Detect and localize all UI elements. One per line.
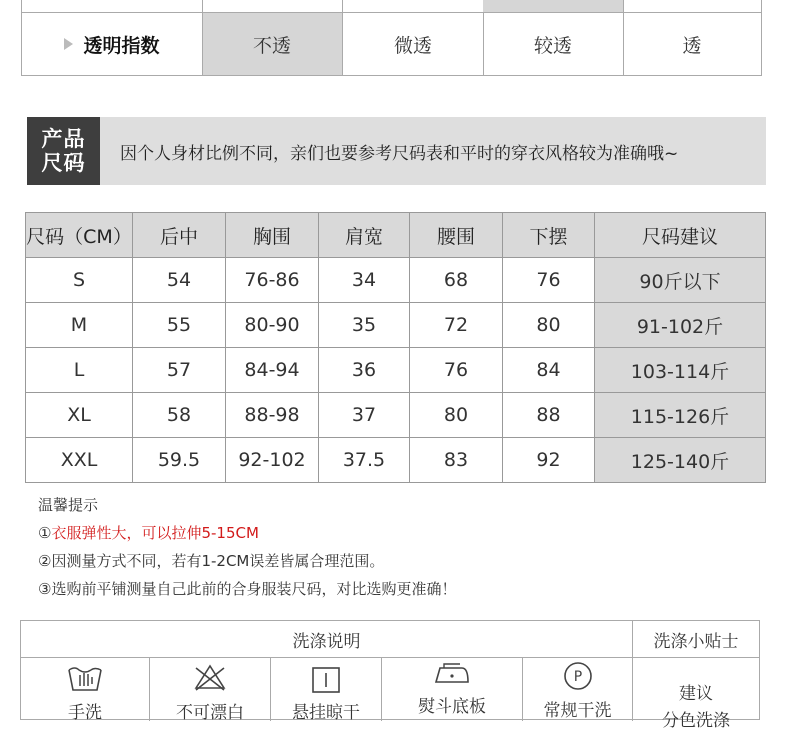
banner-tag bbox=[27, 117, 100, 185]
dry-clean-icon bbox=[558, 660, 598, 692]
wash-item-iron bbox=[382, 658, 522, 728]
wash-item-label: 熨斗底板 bbox=[418, 697, 486, 717]
triangle-marker-icon bbox=[64, 38, 73, 50]
transparency-option-medium bbox=[483, 13, 623, 75]
wash-item-label: 手洗 bbox=[68, 703, 102, 723]
header-cell: 腰围 bbox=[410, 213, 503, 258]
transparency-option-text: 透 bbox=[682, 34, 702, 57]
size-value-cell: 34 bbox=[319, 258, 410, 303]
size-value-cell: 37.5 bbox=[319, 438, 410, 483]
size-banner bbox=[27, 117, 766, 185]
size-value-cell: 83 bbox=[410, 438, 503, 483]
note-3: ③选购前平铺测量自己此前的合身服装尺码，对比选购更准确！ bbox=[38, 580, 457, 598]
wash-item-label: 不可漂白 bbox=[176, 703, 244, 723]
note-1-number: ① bbox=[38, 524, 52, 542]
transparency-label-cell bbox=[22, 13, 202, 75]
size-advice-cell: 103-114斤 bbox=[595, 348, 766, 393]
size-label-cell: XL bbox=[26, 393, 133, 438]
washing-title: 洗涤说明 bbox=[292, 631, 361, 652]
size-value-cell: 57 bbox=[133, 348, 226, 393]
iron-icon bbox=[432, 660, 472, 688]
size-value-cell: 55 bbox=[133, 303, 226, 348]
size-label-cell: L bbox=[26, 348, 133, 393]
size-value-cell: 76 bbox=[410, 348, 503, 393]
wash-item-dry-clean bbox=[523, 658, 632, 728]
banner-text: 因个人身材比例不同，亲们也要参考尺码表和平时的穿衣风格较为准确哦~ bbox=[120, 143, 679, 164]
size-table bbox=[25, 212, 766, 483]
size-table-header bbox=[26, 213, 766, 258]
size-value-cell: 72 bbox=[410, 303, 503, 348]
size-label-cell: M bbox=[26, 303, 133, 348]
size-value-cell: 76-86 bbox=[226, 258, 319, 303]
size-value-cell: 80 bbox=[503, 303, 595, 348]
size-advice-cell: 115-126斤 bbox=[595, 393, 766, 438]
wash-item-no-bleach bbox=[150, 658, 270, 728]
size-row bbox=[26, 348, 766, 393]
note-1-text: 衣服弹性大，可以拉伸5-15CM bbox=[51, 524, 259, 542]
hand-wash-icon bbox=[65, 662, 105, 694]
note-2: ②因测量方式不同，若有1-2CM误差皆属合理范围。 bbox=[38, 552, 385, 570]
wash-tip-line2: 分色洗涤 bbox=[662, 711, 730, 731]
notes-title: 温馨提示 bbox=[38, 496, 99, 514]
wash-tip-line1: 建议 bbox=[679, 684, 713, 704]
size-value-cell: 88-98 bbox=[226, 393, 319, 438]
wash-item-hang-dry bbox=[271, 658, 381, 728]
tumble-dry-icon bbox=[306, 662, 346, 694]
size-value-cell: 80 bbox=[410, 393, 503, 438]
size-value-cell: 76 bbox=[503, 258, 595, 303]
transparency-option-full bbox=[623, 13, 761, 75]
header-cell: 下摆 bbox=[503, 213, 595, 258]
svg-text:P: P bbox=[573, 669, 582, 685]
size-row bbox=[26, 303, 766, 348]
header-cell: 后中 bbox=[133, 213, 226, 258]
size-row bbox=[26, 258, 766, 303]
transparency-option-slight bbox=[343, 13, 483, 75]
size-value-cell: 68 bbox=[410, 258, 503, 303]
size-value-cell: 92 bbox=[503, 438, 595, 483]
size-advice-cell: 125-140斤 bbox=[595, 438, 766, 483]
size-label-cell: S bbox=[26, 258, 133, 303]
size-value-cell: 92-102 bbox=[226, 438, 319, 483]
washing-tips-title: 洗涤小贴士 bbox=[653, 631, 739, 652]
header-cell: 肩宽 bbox=[319, 213, 410, 258]
wash-item-label: 悬挂晾干 bbox=[292, 703, 360, 723]
size-value-cell: 88 bbox=[503, 393, 595, 438]
size-row bbox=[26, 438, 766, 483]
washing-instructions bbox=[20, 620, 760, 731]
transparency-option-text: 微透 bbox=[393, 34, 432, 57]
banner-tag-line2: 尺码 bbox=[41, 151, 86, 175]
size-value-cell: 36 bbox=[319, 348, 410, 393]
header-cell: 尺码建议 bbox=[595, 213, 766, 258]
size-label-cell: XXL bbox=[26, 438, 133, 483]
size-advice-cell: 90斤以下 bbox=[595, 258, 766, 303]
header-cell: 尺码（CM） bbox=[26, 213, 133, 258]
transparency-option-opaque bbox=[202, 13, 342, 75]
size-value-cell: 59.5 bbox=[133, 438, 226, 483]
size-advice-cell: 91-102斤 bbox=[595, 303, 766, 348]
transparency-row bbox=[21, 0, 762, 76]
wash-tip bbox=[633, 673, 759, 743]
size-value-cell: 54 bbox=[133, 258, 226, 303]
size-value-cell: 37 bbox=[319, 393, 410, 438]
transparency-option-text: 较透 bbox=[533, 34, 572, 57]
wash-item-hand bbox=[21, 658, 149, 728]
size-value-cell: 84 bbox=[503, 348, 595, 393]
wash-item-label: 常规干洗 bbox=[543, 701, 612, 721]
transparency-label: 透明指数 bbox=[83, 34, 160, 57]
no-bleach-icon bbox=[190, 662, 230, 694]
transparency-top-strip bbox=[22, 0, 761, 13]
transparency-option-text: 不透 bbox=[252, 34, 291, 57]
note-1 bbox=[38, 522, 259, 543]
size-value-cell: 80-90 bbox=[226, 303, 319, 348]
banner-tag-line1: 产品 bbox=[41, 127, 86, 151]
size-row bbox=[26, 393, 766, 438]
header-cell: 胸围 bbox=[226, 213, 319, 258]
size-value-cell: 84-94 bbox=[226, 348, 319, 393]
size-value-cell: 35 bbox=[319, 303, 410, 348]
size-value-cell: 58 bbox=[133, 393, 226, 438]
